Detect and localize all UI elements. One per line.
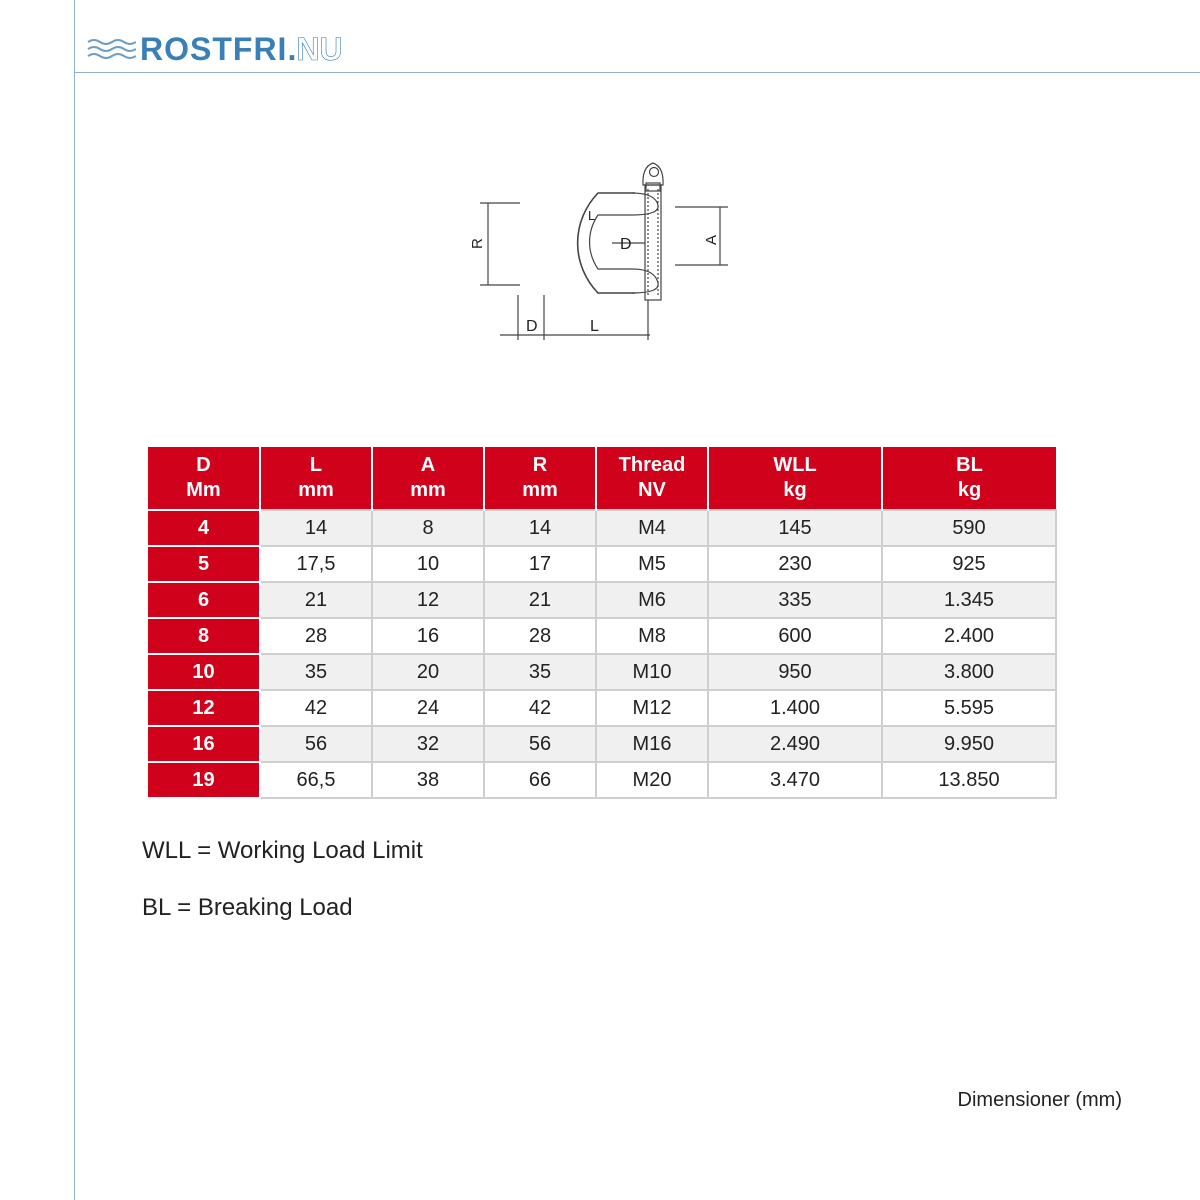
label-l-bottom: L — [590, 318, 599, 335]
table-cell: M4 — [596, 510, 708, 546]
table-header-row — [148, 447, 1056, 510]
table-cell: 42 — [260, 690, 372, 726]
table-cell-key: 5 — [148, 546, 260, 582]
label-d-bottom: D — [526, 318, 538, 335]
table-cell: M12 — [596, 690, 708, 726]
table-cell: 56 — [484, 726, 596, 762]
table-cell: 14 — [484, 510, 596, 546]
table-cell-key: 16 — [148, 726, 260, 762]
table-cell-key: 12 — [148, 690, 260, 726]
table-cell: 600 — [708, 618, 882, 654]
table-cell: 17,5 — [260, 546, 372, 582]
brand-name: ROSTFRI — [140, 31, 288, 67]
table-cell: 35 — [260, 654, 372, 690]
table-cell: 21 — [484, 582, 596, 618]
table-cell: 28 — [260, 618, 372, 654]
table-cell: 8 — [372, 510, 484, 546]
table-cell: 38 — [372, 762, 484, 798]
col-header-bl: BL kg — [882, 447, 1056, 510]
page-header-rule — [74, 72, 1200, 73]
col-header-wll: WLL kg — [708, 447, 882, 510]
table-cell: M10 — [596, 654, 708, 690]
col-header-d: D Mm — [148, 447, 260, 510]
table-cell: 230 — [708, 546, 882, 582]
table-cell: 925 — [882, 546, 1056, 582]
table-cell: 16 — [372, 618, 484, 654]
spec-table — [148, 447, 1057, 799]
waves-icon — [86, 34, 136, 64]
label-r: R — [469, 238, 486, 249]
table-cell: 590 — [882, 510, 1056, 546]
table-cell: 28 — [484, 618, 596, 654]
table-row — [148, 726, 1056, 762]
table-cell: M6 — [596, 582, 708, 618]
table-cell: 1.345 — [882, 582, 1056, 618]
table-row — [148, 654, 1056, 690]
table-cell-key: 8 — [148, 618, 260, 654]
wll-definition: WLL = Working Load Limit — [142, 837, 423, 864]
bl-definition: BL = Breaking Load — [142, 894, 353, 921]
label-l-inner: L — [588, 208, 596, 223]
dimensions-note: Dimensioner (mm) — [957, 1089, 1122, 1111]
table-cell: 20 — [372, 654, 484, 690]
table-cell: 56 — [260, 726, 372, 762]
col-header-thread: Thread NV — [596, 447, 708, 510]
label-a: A — [703, 234, 720, 245]
brand-tld: NU — [296, 31, 343, 67]
table-cell: 35 — [484, 654, 596, 690]
table-row — [148, 546, 1056, 582]
table-cell: 3.800 — [882, 654, 1056, 690]
table-cell: 17 — [484, 546, 596, 582]
table-row — [148, 510, 1056, 546]
col-header-r: R mm — [484, 447, 596, 510]
table-cell: 3.470 — [708, 762, 882, 798]
table-row — [148, 690, 1056, 726]
table-cell-key: 19 — [148, 762, 260, 798]
brand-dot: . — [287, 31, 297, 67]
table-cell: 24 — [372, 690, 484, 726]
table-cell: 950 — [708, 654, 882, 690]
shackle-diagram — [460, 145, 740, 345]
table-cell: 10 — [372, 546, 484, 582]
table-cell: 66 — [484, 762, 596, 798]
table-cell: 32 — [372, 726, 484, 762]
table-cell: 12 — [372, 582, 484, 618]
table-cell: M8 — [596, 618, 708, 654]
table-cell-key: 4 — [148, 510, 260, 546]
col-header-a: A mm — [372, 447, 484, 510]
table-cell: 1.400 — [708, 690, 882, 726]
table-cell: 5.595 — [882, 690, 1056, 726]
table-cell: M20 — [596, 762, 708, 798]
table-cell: 13.850 — [882, 762, 1056, 798]
table-cell-key: 10 — [148, 654, 260, 690]
table-row — [148, 762, 1056, 798]
table-cell-key: 6 — [148, 582, 260, 618]
table-cell: 14 — [260, 510, 372, 546]
brand-logo[interactable] — [86, 30, 343, 68]
table-cell: M5 — [596, 546, 708, 582]
page-vertical-rule — [74, 0, 75, 1200]
label-d-inner: D — [620, 236, 632, 253]
col-header-l: L mm — [260, 447, 372, 510]
table-cell: 42 — [484, 690, 596, 726]
table-cell: 145 — [708, 510, 882, 546]
table-cell: 66,5 — [260, 762, 372, 798]
table-cell: 335 — [708, 582, 882, 618]
table-cell: 9.950 — [882, 726, 1056, 762]
table-cell: 2.490 — [708, 726, 882, 762]
table-cell: 21 — [260, 582, 372, 618]
table-row — [148, 618, 1056, 654]
table-cell: 2.400 — [882, 618, 1056, 654]
table-cell: M16 — [596, 726, 708, 762]
table-row — [148, 582, 1056, 618]
